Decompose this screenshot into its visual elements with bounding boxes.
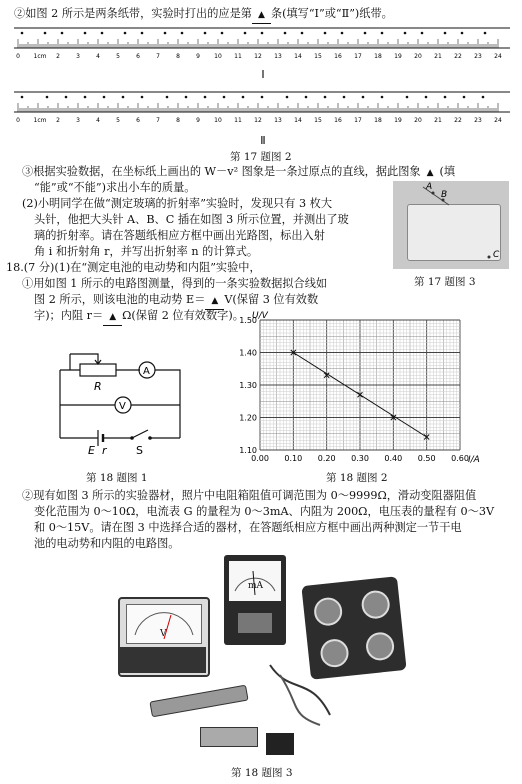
pin-b-label: B [441, 190, 448, 200]
tape-dot [103, 96, 106, 99]
y-tick-label: 1.40 [239, 348, 257, 358]
tape-dot [122, 96, 125, 99]
tape-scale-label: 2 [56, 117, 60, 124]
tape-dot [141, 96, 144, 99]
tape-dot [341, 32, 344, 35]
pin-a-label: A [426, 182, 433, 192]
tape-2-label: Ⅱ [260, 134, 266, 147]
y-tick-label: 1.10 [239, 446, 257, 455]
tape-scale-label: 19 [394, 53, 402, 60]
blank-marker: ▲ [426, 168, 434, 178]
tape-dot [124, 32, 127, 35]
tape-scale-label: 3 [76, 117, 80, 124]
tape-scale-label: 13 [274, 117, 282, 124]
x-axis-label: I/A [468, 455, 480, 465]
tape-dot [244, 32, 247, 35]
answer-blank [421, 164, 440, 182]
tape-dot [461, 32, 464, 35]
tape-dot [484, 32, 487, 35]
tape-dot [364, 32, 367, 35]
x-tick-label: 0.00 [251, 454, 269, 463]
pin-c-label: C [493, 250, 500, 260]
tape-scale-label: 0 [16, 117, 20, 124]
tape-dot [61, 32, 64, 35]
tape-dot [223, 96, 226, 99]
question-text: 图 2 所示，则该电池的电动势 E＝ [34, 293, 206, 306]
x-tick-label: 0.60 [451, 454, 469, 463]
question-text: 条(填写“Ⅰ”或“Ⅱ”)纸带。 [270, 7, 393, 20]
voltmeter-device [118, 597, 210, 677]
tape-dot [204, 96, 207, 99]
voltmeter-base [120, 647, 206, 673]
rheostat-label: R [94, 380, 102, 393]
blank-marker: ▲ [109, 312, 117, 322]
tape-scale-label: 12 [254, 117, 262, 124]
tape-dot [261, 96, 264, 99]
galvanometer-dial [229, 561, 281, 601]
voltmeter-dial [126, 604, 202, 644]
tape-dot [286, 96, 289, 99]
tape-dot [343, 96, 346, 99]
galvanometer-dial-label: mA [248, 581, 264, 591]
tape-scale-label: 23 [474, 117, 482, 124]
tape-dot [181, 32, 184, 35]
tape-scale-label: 3 [76, 53, 80, 60]
tape-scale-label: 22 [454, 117, 462, 124]
x-tick-label: 0.20 [317, 454, 336, 463]
galvanometer-terminals [238, 613, 272, 633]
y-axis-label: U/V [252, 311, 268, 321]
tape-dot [164, 32, 167, 35]
tape-dot [185, 96, 188, 99]
x-tick-label: 0.50 [417, 454, 436, 463]
tape-dot [101, 32, 104, 35]
tape-scale-label: 2 [56, 53, 60, 60]
question-18-2-line4: 池的电动势和内阻的电路图。 [34, 537, 180, 550]
wires [260, 655, 340, 735]
knob [365, 631, 396, 662]
tape-scale-label: 14 [294, 117, 302, 124]
tape-dot [444, 96, 447, 99]
tape-scale-label: 5 [116, 117, 120, 124]
tape-scale-label: 6 [136, 53, 140, 60]
tape-dot [324, 32, 327, 35]
tape-dot [381, 32, 384, 35]
internal-resistance-label: r [102, 444, 107, 457]
rheostat-resistor [80, 364, 116, 376]
knob [313, 596, 344, 627]
question-text: (填 [439, 165, 456, 178]
question-text: Ω(保留 2 位有效数字)。 [122, 309, 244, 322]
switch-label: S [136, 444, 143, 457]
tape-scale-label: 6 [136, 117, 140, 124]
tape-scale-label: 21 [434, 53, 442, 60]
tape-dot [21, 32, 24, 35]
part-2-line1: (2)小明同学在做“测定玻璃的折射率”实验时，发现只有 3 枚大 [22, 197, 333, 210]
tape-dot [425, 96, 428, 99]
tape-scale-label: 11 [234, 117, 242, 124]
tape-dot [221, 32, 224, 35]
blank-marker: ▲ [211, 296, 219, 306]
tape-dot [261, 32, 264, 35]
tape-scale-label: 18 [374, 53, 382, 60]
emf-label: E [88, 444, 95, 457]
tape-scale-label: 17 [354, 117, 362, 124]
knob [360, 589, 391, 620]
tape-scale-label: 23 [474, 53, 482, 60]
tape-scale-label: 24 [494, 117, 502, 124]
tape-scale-label: 4 [96, 53, 100, 60]
sliding-rheostat [149, 685, 248, 718]
question-18-1-line3 [34, 308, 244, 326]
y-tick-label: 1.20 [239, 413, 257, 423]
question-18-2-line2: 变化范围为 0～10Ω，电流表 G 的量程为 0～3mA、内阻为 200Ω，电压表的量程有 0～3V [34, 505, 495, 518]
tape-scale-label: 15 [314, 53, 322, 60]
tape-dot [166, 96, 169, 99]
tape-scale-label: 21 [434, 117, 442, 124]
tape-dot [482, 96, 485, 99]
blank-marker: ▲ [257, 10, 265, 20]
tape-dot [204, 32, 207, 35]
x-tick-label: 0.30 [351, 454, 369, 463]
question-18-2-line1: ②现有如图 3 所示的实验器材，照片中电阻箱阻值可调范围为 0～9999Ω，滑动变阻器阻值 [22, 489, 477, 502]
tape-scale-label: 15 [314, 117, 322, 124]
tape-scale-label: 10 [214, 53, 222, 60]
tape-scale-label: 9 [196, 117, 200, 124]
fig-18-1-caption: 第 18 题图 1 [86, 472, 148, 484]
tape-scale-label: 18 [374, 117, 382, 124]
voltmeter-dial-label: V [160, 629, 167, 639]
tape-dot [324, 96, 327, 99]
tape-scale-label: 22 [454, 53, 462, 60]
question-17-2 [14, 6, 393, 24]
question-text: 字)；内阻 r＝ [34, 309, 104, 322]
tape-scale-label: 5 [116, 53, 120, 60]
tape-scale-label: 11 [234, 53, 242, 60]
tape-dot [44, 32, 47, 35]
tape-dot [362, 96, 365, 99]
tape-scale-label: 4 [96, 117, 100, 124]
tape-dot [301, 32, 304, 35]
question-text: ③根据实验数据，在坐标纸上画出的 W－v² 图象是一条过原点的直线，据此图象 [22, 165, 421, 178]
tape-dot [406, 96, 409, 99]
fig-18-2-caption: 第 18 题图 2 [326, 472, 388, 484]
tape-dot [463, 96, 466, 99]
tape-dot [84, 96, 87, 99]
x-tick-label: 0.10 [284, 454, 303, 463]
tape-dot [404, 32, 407, 35]
tape-scale-label: 8 [176, 117, 180, 124]
answer-blank [252, 6, 271, 24]
tape-dot [444, 32, 447, 35]
u-i-chart [224, 308, 490, 468]
question-text: V(保留 3 位有效数 [224, 293, 319, 306]
pin-lines [393, 181, 509, 269]
tape-scale-label: 16 [334, 117, 342, 124]
tape-scale-label: 7 [156, 53, 160, 60]
tape-dot [84, 32, 87, 35]
question-18-1-line1: ①用如图 1 所示的电路图测量，得到的一条实验数据拟合线如 [22, 277, 328, 290]
tape-scale-label: 19 [394, 117, 402, 124]
tape-scale-label: 20 [414, 53, 422, 60]
tape-scale-label: 24 [494, 53, 502, 60]
circuit-diagram [40, 350, 210, 460]
fig-18-3-caption: 第 18 题图 3 [231, 767, 293, 779]
part-2-line2: 头针，他把大头针 A、B、C 插在如图 3 所示位置，并测出了玻 [34, 213, 349, 226]
ammeter-label: A [143, 366, 150, 377]
tape-dot [46, 96, 49, 99]
tape-scale-label: 12 [254, 53, 262, 60]
tape-dot [21, 96, 24, 99]
tape-dot [284, 32, 287, 35]
equipment-photo [110, 555, 410, 760]
tape-scale-label: 10 [214, 117, 222, 124]
y-tick-label: 1.50 [239, 316, 257, 325]
fig-17-2-caption: 第 17 题图 2 [230, 151, 292, 163]
battery-holder [200, 727, 258, 747]
tape-scale-label: 14 [294, 53, 302, 60]
fig-17-3-caption: 第 17 题图 3 [414, 276, 476, 288]
tape-scale-label: 0 [16, 53, 20, 60]
x-tick-label: 0.40 [384, 454, 403, 463]
question-text: ②如图 2 所示是两条纸带，实验时打出的应是第 [14, 7, 252, 20]
question-18: 18.(7 分)(1)在“测定电池的电动势和内阻”实验中， [6, 261, 261, 274]
voltmeter-label: V [119, 401, 126, 412]
part-2-line4: 角 i 和折射角 r，并写出折射率 n 的计算式。 [34, 245, 259, 258]
tape-scale-label: 7 [156, 117, 160, 124]
question-17-3-line2: “能”或“不能”)求出小车的质量。 [34, 181, 196, 194]
answer-blank-r [103, 308, 122, 326]
tape-unit-label: 1cm [33, 117, 47, 124]
tape-dot [65, 96, 68, 99]
paper-tapes-figure [10, 24, 515, 148]
tape-dot [381, 96, 384, 99]
glass-block-photo [393, 181, 509, 269]
part-2-line3: 璃的折射率。请在答题纸相应方框中画出光路图，标出入射 [34, 229, 325, 242]
tape-dot [242, 96, 245, 99]
tape-scale-label: 17 [354, 53, 362, 60]
tape-scale-label: 8 [176, 53, 180, 60]
y-tick-label: 1.30 [239, 381, 257, 390]
galvanometer-device [224, 555, 286, 645]
tape-dot [305, 96, 308, 99]
tape-unit-label: 1cm [33, 53, 47, 60]
switch-device [266, 733, 294, 755]
tape-1-label: Ⅰ [261, 68, 265, 81]
chart-grid [260, 320, 460, 450]
tape-scale-label: 9 [196, 53, 200, 60]
tape-scale-label: 16 [334, 53, 342, 60]
tape-scale-label: 20 [414, 117, 422, 124]
tape-dot [421, 32, 424, 35]
question-18-2-line3: 和 0～15V。请在图 3 中选择合适的器材，在答题纸相应方框中画出两种测定一节干电 [34, 521, 462, 534]
tape-dot [141, 32, 144, 35]
tape-scale-label: 13 [274, 53, 282, 60]
